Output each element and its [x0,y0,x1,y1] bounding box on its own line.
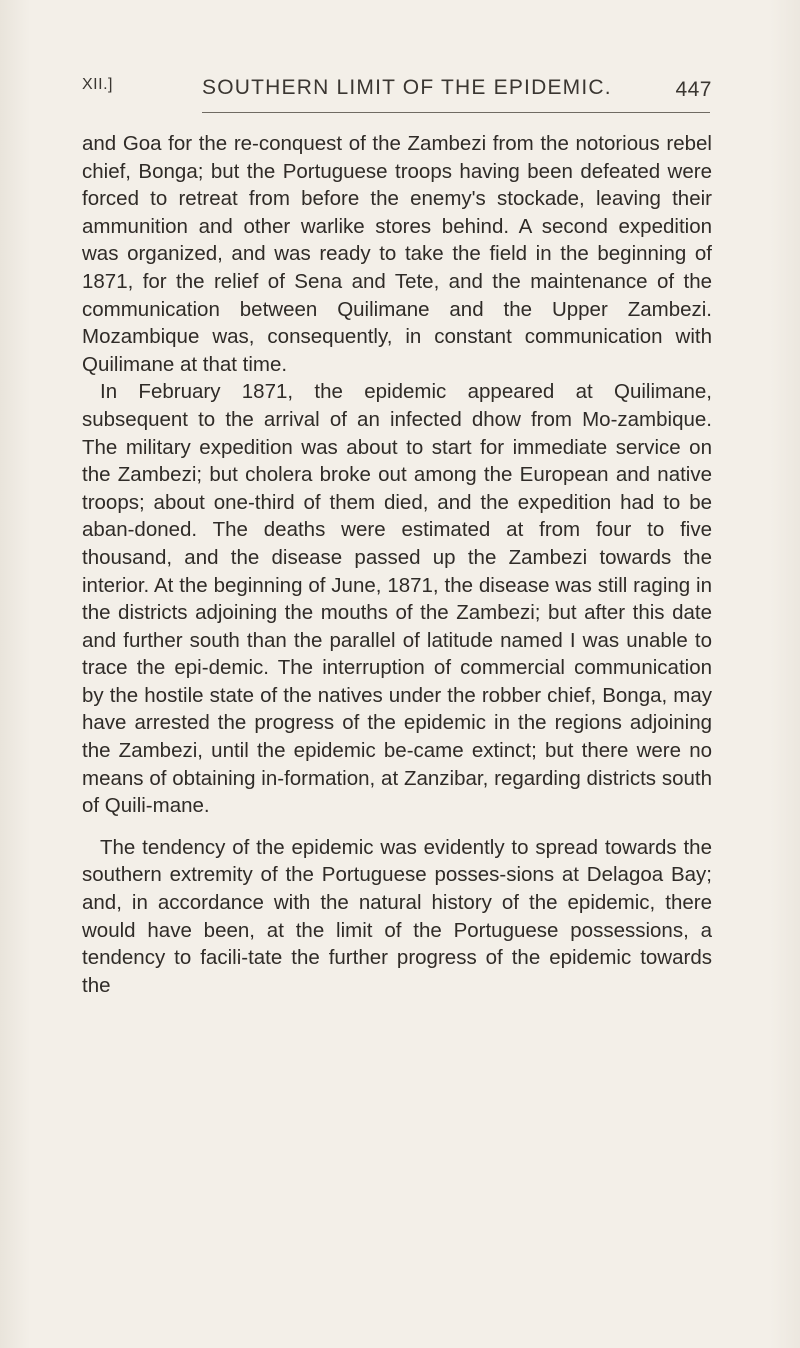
page-number: 447 [675,78,712,101]
header-rule [202,112,710,113]
paragraph-2: In February 1871, the epidemic appeared at Quilimane, subsequent to the arrival of an infected dhow from Mo-zambique. The military expedition was about to start for immediate service on the Zambezi; but cholera broke out among the European and native troops; about one-third of them died, and the expedition had to be aban-doned. The deaths were estimated at from four to five thousand, and the disease passed up the Zambezi towards the interior. At the beginning of June, 1871, the disease was still raging in the districts adjoining the mouths of the Zambezi; but after this date and further south than the parallel of latitude named I was unable to trace the epi-demic. The interruption of commercial communication by the hostile state of the natives under the robber chief, Bonga, may have arrested the progress of the epidemic in the regions adjoining the Zambezi, until the epidemic be-came extinct; but there were no means of obtaining in-formation, at Zanzibar, regarding districts south of Quili-mane. [82,380,712,818]
paragraph-3: The tendency of the epidemic was evidently to spread towards the southern extremity of the Portuguese posses-sions at Delagoa Bay; and, in accordance with the natural history of the epidemic, there would have been, at the limit of the Portuguese possessions, a tendency to facili-tate the further progress of the epidemic towards the [82,835,712,997]
running-head [82,72,712,110]
chapter-mark: XII.] [82,76,113,93]
body-text [82,130,712,999]
paragraph-1: and Goa for the re-conquest of the Zambezi from the notorious rebel chief, Bonga; but the Portuguese troops having been defeated were forced to retreat from before the enemy's stockade, leaving their ammunition and other warlike stores behind. A second expedition was organized, and was ready to take the field in the beginning of 1871, for the relief of Sena and Tete, and the maintenance of the communication between Quilimane and the Upper Zambezi. Mozambique was, consequently, in constant communication with Quilimane at that time. [82,132,712,376]
running-title: SOUTHERN LIMIT OF THE EPIDEMIC. [202,76,612,99]
